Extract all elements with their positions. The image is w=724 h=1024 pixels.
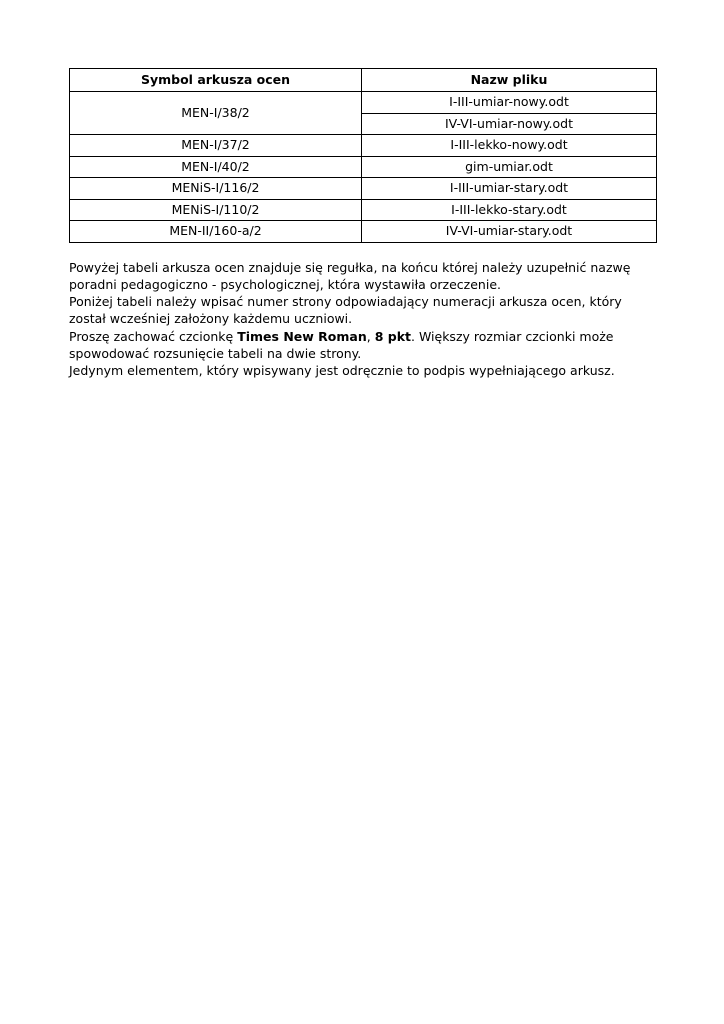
instruction-text: Proszę zachować czcionkę <box>69 328 238 344</box>
filename-cell: IV-VI-umiar-nowy.odt <box>362 113 657 135</box>
document-page <box>69 68 656 380</box>
filename-cell: IV-VI-umiar-stary.odt <box>362 221 657 243</box>
table-row <box>70 221 657 243</box>
column-header-filename: Nazw pliku <box>362 69 657 92</box>
symbol-cell: MEN-II/160-a/2 <box>70 221 362 243</box>
filename-cell: I-III-lekko-stary.odt <box>362 199 657 221</box>
grade-sheet-table <box>69 68 657 243</box>
symbol-cell: MEN-I/38/2 <box>70 92 362 135</box>
symbol-cell: MEN-I/40/2 <box>70 156 362 178</box>
filename-cell: gim-umiar.odt <box>362 156 657 178</box>
column-header-symbol: Symbol arkusza ocen <box>70 69 362 92</box>
table-row <box>70 199 657 221</box>
symbol-cell: MEN-I/37/2 <box>70 135 362 157</box>
symbol-cell: MENiS-I/116/2 <box>70 178 362 200</box>
instruction-paragraph: Poniżej tabeli należy wpisać numer strony odpowiadający numeracji arkusza ocen, który został wcześniej założony każdemu uczniowi. <box>69 294 622 327</box>
font-name: Times New Roman <box>237 328 367 344</box>
filename-cell: I-III-umiar-nowy.odt <box>362 92 657 114</box>
table-row <box>70 92 657 114</box>
filename-cell: I-III-lekko-nowy.odt <box>362 135 657 157</box>
instruction-paragraph <box>69 328 656 363</box>
table-row <box>70 178 657 200</box>
filename-cell: I-III-umiar-stary.odt <box>362 178 657 200</box>
table-row <box>70 156 657 178</box>
instruction-text: , <box>366 328 375 344</box>
instruction-paragraph: Jedynym elementem, który wpisywany jest odręcznie to podpis wypełniającego arkusz. <box>69 363 615 379</box>
symbol-cell: MENiS-I/110/2 <box>70 199 362 221</box>
font-size: 8 pkt <box>374 328 411 344</box>
table-header-row <box>70 69 657 92</box>
instruction-paragraph: Powyżej tabeli arkusza ocen znajduje się regułka, na końcu której należy uzupełnić nazwę poradni pedagogiczno - psychologicznej, która wystawiła orzeczenie. <box>69 259 631 292</box>
instruction-text: . Większy rozmiar czcionki może spowodować rozsunięcie tabeli na dwie strony. <box>69 328 614 361</box>
instructions <box>69 259 656 380</box>
table-row <box>70 135 657 157</box>
